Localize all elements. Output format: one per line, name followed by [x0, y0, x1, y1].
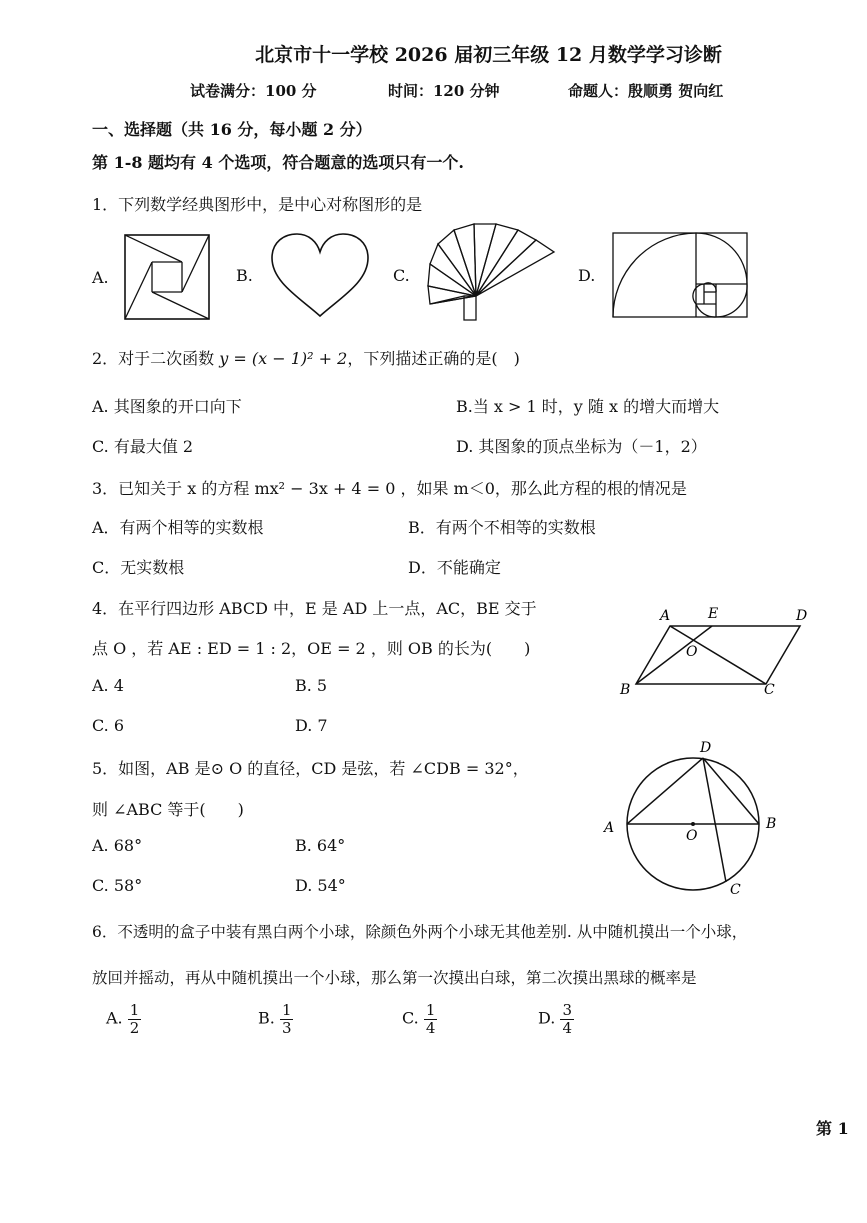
q4-option-b: B. 5 [295, 676, 328, 695]
q6-option-a-fraction [128, 1002, 142, 1036]
q6-option-c [402, 1002, 437, 1036]
question-2-stem [92, 346, 520, 369]
exam-time: 时间：120 分钟 [388, 82, 500, 100]
circle-figure [598, 738, 788, 898]
q5-option-a: A. 68° [92, 836, 143, 855]
q1-option-b-label: B. [236, 266, 253, 285]
question-3-stem: 3．已知关于 x 的方程 mx² − 3x + 4 = 0 ，如果 m＜0，那么此方程的根的情况是 [92, 479, 687, 498]
section-note: 第 1-8 题均有 4 个选项，符合题意的选项只有一个. [92, 153, 464, 172]
q6-option-a-num: 1 [129, 1001, 140, 1019]
q6-option-b-label: B. [258, 1008, 275, 1028]
page-title: 北京市十一学校 2026 届初三年级 12 月数学学习诊断 [255, 44, 722, 66]
q4-label-d: D [796, 608, 808, 624]
q5-option-d: D. 54° [295, 876, 346, 895]
heart-figure [270, 232, 370, 318]
q5-option-b: B. 64° [295, 836, 346, 855]
q5-label-c: C [730, 882, 741, 898]
page-number: 第 1 [816, 1119, 849, 1138]
question-1-stem: 1．下列数学经典图形中，是中心对称图形的是 [92, 195, 423, 214]
q5-label-o: O [686, 828, 698, 844]
question-5-stem-line2: 则 ∠ABC 等于( ) [92, 800, 244, 819]
section-heading: 一、选择题（共 16 分，每小题 2 分） [92, 120, 372, 139]
question-6-stem-line2: 放回并摇动，再从中随机摸出一个小球，那么第一次摸出白球，第二次摸出黑球的概率是 [92, 969, 697, 987]
q4-option-c: C. 6 [92, 716, 125, 735]
golden-spiral-figure [612, 232, 748, 318]
full-score: 试卷满分：100 分 [190, 82, 317, 100]
q6-option-d-den: 4 [562, 1018, 572, 1037]
exam-author: 命题人：殷顺勇 贺向红 [568, 82, 724, 100]
q1-option-d-label: D. [578, 266, 596, 285]
q4-label-b: B [620, 682, 631, 698]
question-5-stem-line1: 5．如图，AB 是⊙ O 的直径，CD 是弦，若 ∠CDB = 32°， [92, 759, 529, 778]
q1-option-a-label: A. [92, 268, 109, 287]
q6-option-c-num: 1 [425, 1001, 436, 1019]
q4-option-d: D. 7 [295, 716, 328, 735]
q1-option-c-label: C. [393, 266, 410, 285]
q6-option-d-num: 3 [562, 1001, 572, 1019]
q2-option-c: C. 有最大值 2 [92, 437, 194, 456]
q3-option-d: D．不能确定 [408, 558, 501, 577]
q2-option-a: A. 其图象的开口向下 [92, 397, 242, 416]
q2-formula: y = (x − 1)² + 2 [219, 349, 348, 368]
question-4-stem-line1: 4．在平行四边形 ABCD 中，E 是 AD 上一点，AC，BE 交于 [92, 599, 537, 618]
q2-option-b: B.当 x > 1 时，y 随 x 的增大而增大 [456, 397, 720, 416]
q2-option-d: D. 其图象的顶点坐标为（－1，2） [456, 437, 707, 456]
q6-option-d-fraction [560, 1002, 574, 1036]
q2-stem-suffix: ，下列描述正确的是( ) [347, 349, 520, 368]
q3-option-c: C．无实数根 [92, 558, 185, 577]
spiral-fan-figure [424, 222, 558, 322]
q6-option-b-den: 3 [281, 1018, 292, 1037]
q4-label-o: O [686, 644, 698, 660]
q6-option-a-den: 2 [129, 1018, 140, 1037]
q6-option-c-fraction [424, 1002, 438, 1036]
q6-option-b-fraction [280, 1002, 294, 1036]
q6-option-b-num: 1 [281, 1001, 292, 1019]
q2-stem-prefix: 2．对于二次函数 [92, 349, 220, 368]
parallelogram-figure [616, 604, 816, 700]
pinwheel-square-figure [124, 234, 210, 320]
q5-label-d: D [700, 740, 712, 756]
q6-option-a-label: A. [106, 1008, 123, 1028]
q4-label-a: A [660, 608, 671, 624]
q4-label-c: C [764, 682, 775, 698]
q3-option-b: B．有两个不相等的实数根 [408, 518, 596, 537]
q5-label-b: B [766, 816, 777, 832]
question-4-stem-line2: 点 O ，若 AE : ED = 1 : 2，OE = 2 ，则 OB 的长为( ) [92, 639, 531, 658]
q3-option-a: A．有两个相等的实数根 [92, 518, 264, 537]
q4-option-a: A. 4 [92, 676, 124, 695]
q5-label-a: A [604, 820, 615, 836]
q6-option-d-label: D. [538, 1008, 556, 1028]
q6-option-c-label: C. [402, 1008, 419, 1028]
q4-label-e: E [708, 606, 719, 622]
q6-option-c-den: 4 [425, 1018, 436, 1037]
q6-option-d [538, 1002, 574, 1036]
question-6-stem-line1: 6．不透明的盒子中装有黑白两个小球，除颜色外两个小球无其他差别. 从中随机摸出一个小球， [92, 923, 748, 941]
q6-option-b [258, 1002, 293, 1036]
q6-option-a [106, 1002, 141, 1036]
q5-option-c: C. 58° [92, 876, 143, 895]
